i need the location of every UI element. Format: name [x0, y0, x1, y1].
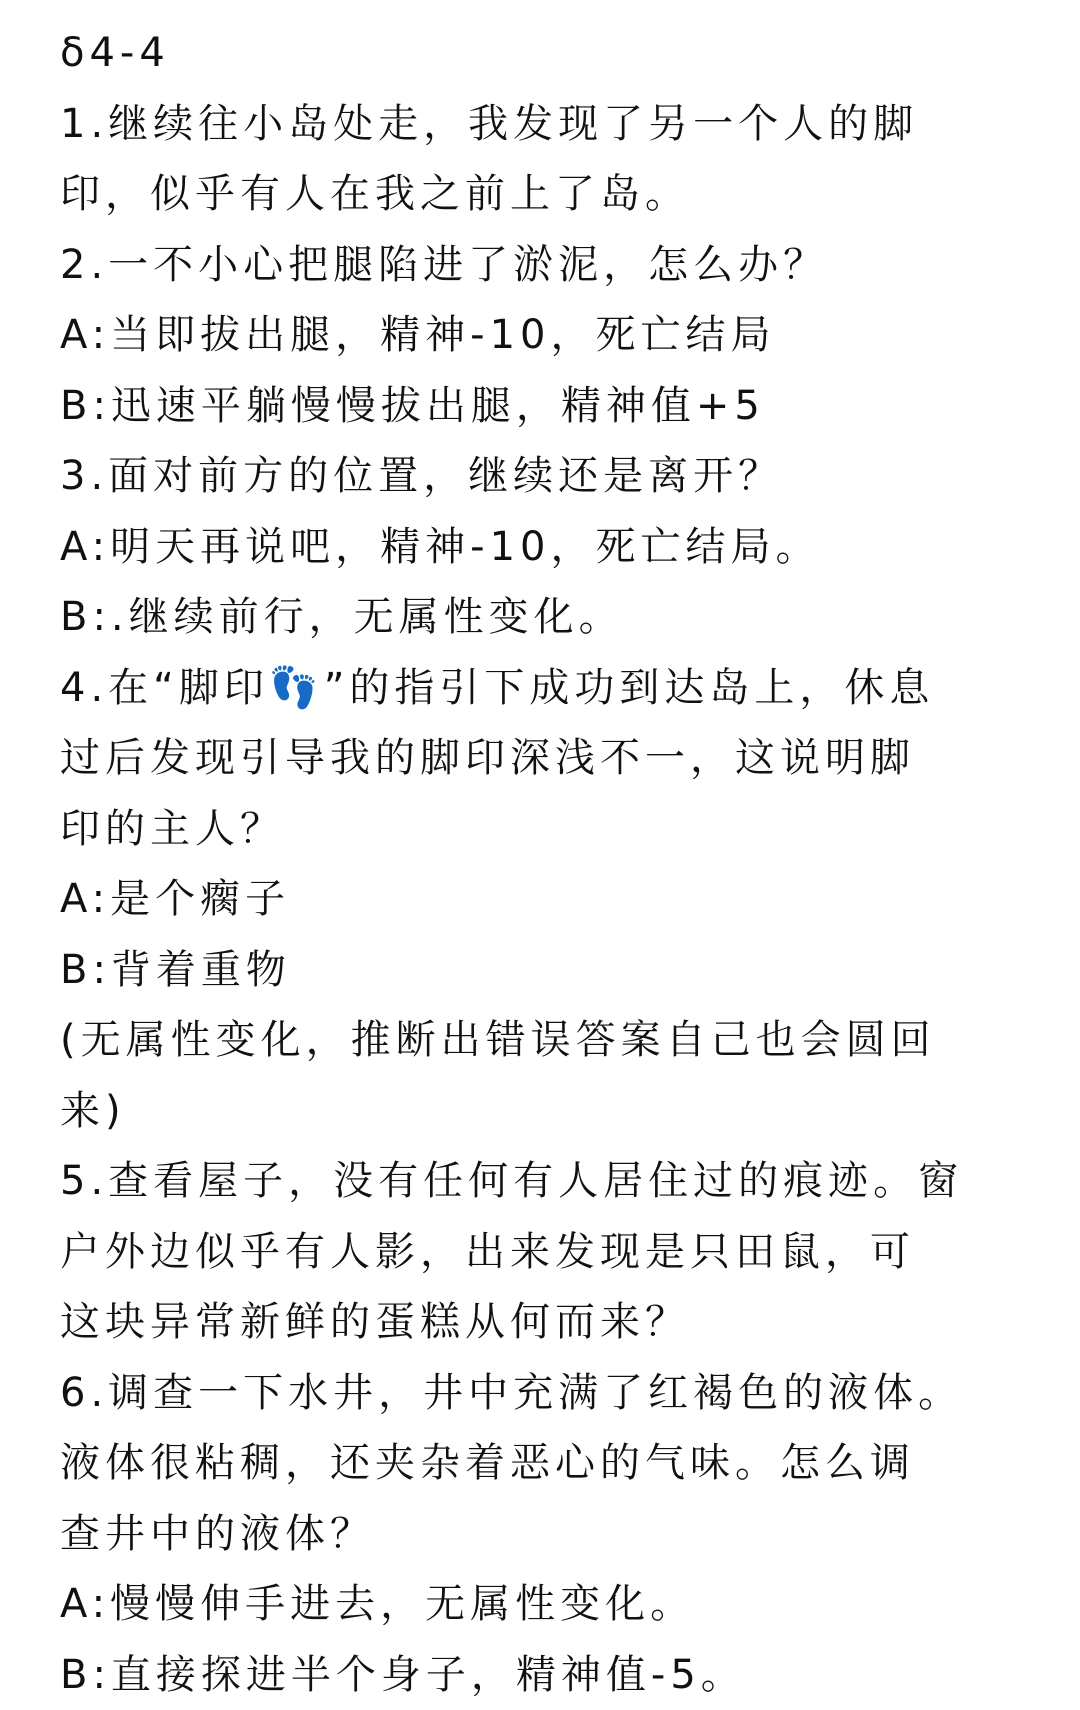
note-line: A:当即拔出腿，精神-10，死亡结局: [60, 300, 1050, 371]
handwritten-note: [60, 18, 1050, 1710]
note-line: 查井中的液体？: [60, 1499, 1050, 1570]
note-line: 1.继续往小岛处走，我发现了另一个人的脚: [60, 89, 1050, 160]
note-title: δ4-4: [60, 18, 1050, 89]
note-line: B:背着重物: [60, 935, 1050, 1006]
note-line: (无属性变化，推断出错误答案自己也会圆回: [60, 1005, 1050, 1076]
note-line: B:迅速平躺慢慢拔出腿，精神值+5: [60, 371, 1050, 442]
note-line: 印，似乎有人在我之前上了岛。: [60, 159, 1050, 230]
note-line: 4.在“脚印👣”的指引下成功到达岛上，休息: [60, 653, 1050, 724]
note-line: 来): [60, 1076, 1050, 1147]
note-line: A:明天再说吧，精神-10，死亡结局。: [60, 512, 1050, 583]
note-line: 印的主人？: [60, 794, 1050, 865]
note-line: 过后发现引导我的脚印深浅不一，这说明脚: [60, 723, 1050, 794]
note-line: 液体很粘稠，还夹杂着恶心的气味。怎么调: [60, 1428, 1050, 1499]
note-line: 户外边似乎有人影，出来发现是只田鼠，可: [60, 1217, 1050, 1288]
note-line: 3.面对前方的位置，继续还是离开？: [60, 441, 1050, 512]
note-line: 5.查看屋子，没有任何有人居住过的痕迹。窗: [60, 1146, 1050, 1217]
note-line: 6.调查一下水井，井中充满了红褐色的液体。: [60, 1358, 1050, 1429]
note-line: A:慢慢伸手进去，无属性变化。: [60, 1569, 1050, 1640]
note-line: A:是个瘸子: [60, 864, 1050, 935]
note-line: 这块异常新鲜的蛋糕从何而来？: [60, 1287, 1050, 1358]
note-line: B:直接探进半个身子，精神值-5。: [60, 1640, 1050, 1710]
note-line: 2.一不小心把腿陷进了淤泥，怎么办？: [60, 230, 1050, 301]
note-line: B:.继续前行，无属性变化。: [60, 582, 1050, 653]
